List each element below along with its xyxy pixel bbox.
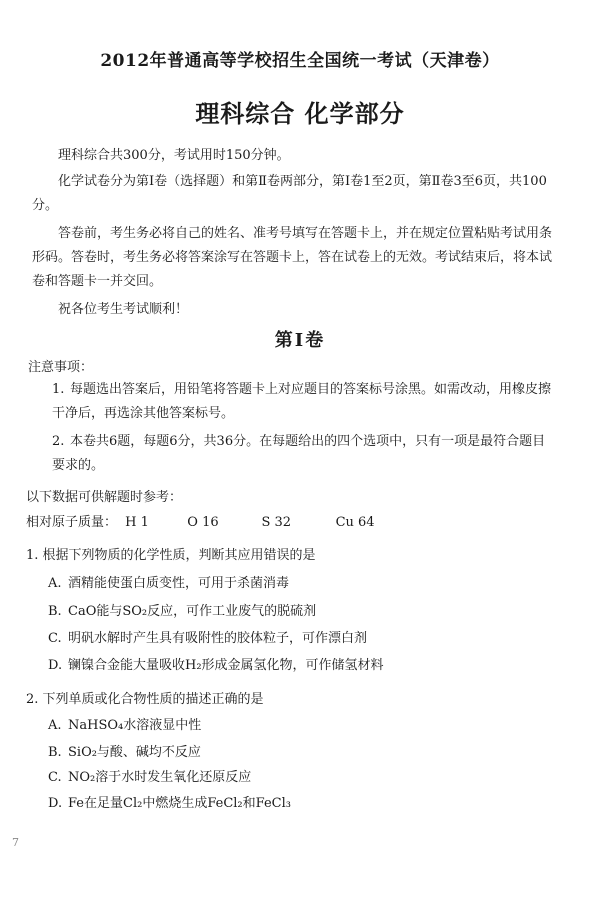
- option-letter: B.: [48, 745, 62, 760]
- question-2-option-d: [48, 792, 291, 811]
- notice-number: 2.: [52, 434, 65, 449]
- intro-paragraph-4: [32, 298, 556, 322]
- volume-title: 第Ⅰ卷: [274, 330, 326, 351]
- notice-item-1: [52, 378, 552, 426]
- option-text: CaO能与SO₂反应，可作工业废气的脱硫剂: [68, 604, 317, 619]
- option-letter: C.: [48, 770, 62, 785]
- option-letter: D.: [48, 658, 63, 673]
- option-text: 明矾水解时产生具有吸附性的胶体粒子，可作漂白剂: [68, 631, 368, 646]
- intro-text: 答卷前，考生务必将自己的姓名、准考号填写在答题卡上，并在规定位置粘贴考试用条形码。答卷时，考生务必将答案涂写在答题卡上，答在试卷上的无效。考试结束后，将本试卷和答题卡一并交回。: [32, 226, 553, 289]
- notice-heading: 注意事项：: [28, 360, 94, 375]
- option-letter: C.: [48, 631, 62, 646]
- option-text: NaHSO₄水溶液显中性: [68, 718, 202, 733]
- notice-text: 本卷共6题，每题6分，共36分。在每题给出的四个选项中，只有一项是最符合题目要求的。: [52, 434, 546, 473]
- mass-s: S 32: [261, 515, 292, 530]
- question-2-stem: 2. 下列单质或化合物性质的描述正确的是: [26, 692, 264, 707]
- option-text: Fe在足量Cl₂中燃烧生成FeCl₂和FeCl₃: [68, 796, 291, 811]
- intro-paragraph-3: [32, 222, 556, 294]
- option-text: NO₂溶于水时发生氧化还原反应: [68, 770, 252, 785]
- intro-text: 理科综合共300分，考试用时150分钟。: [58, 148, 290, 163]
- intro-paragraph-2: [32, 170, 556, 218]
- notice-item-2: [52, 430, 552, 478]
- notice-text: 每题选出答案后，用铅笔将答题卡上对应题目的答案标号涂黑。如需改动，用橡皮擦干净后，再选涂其他答案标号。: [52, 382, 552, 421]
- mass-cu: Cu 64: [335, 515, 375, 530]
- subject-title: 理科综合 化学部分: [195, 99, 405, 128]
- data-reference-note: 以下数据可供解题时参考：: [26, 490, 183, 505]
- atomic-masses: [26, 511, 375, 530]
- question-1-option-c: [48, 627, 367, 646]
- option-text: 镧镍合金能大量吸收H₂形成金属氢化物，可作储氢材料: [68, 658, 384, 673]
- intro-paragraph-1: [32, 144, 556, 168]
- question-1-option-d: [48, 654, 384, 673]
- option-letter: A.: [48, 718, 62, 733]
- mass-h: H 1: [125, 515, 149, 530]
- intro-text: 化学试卷分为第Ⅰ卷（选择题）和第Ⅱ卷两部分，第Ⅰ卷1至2页，第Ⅱ卷3至6页，共100分。: [32, 174, 547, 213]
- intro-text: 祝各位考生考试顺利！: [58, 302, 189, 317]
- option-letter: A.: [48, 576, 62, 591]
- option-text: 酒精能使蛋白质变性，可用于杀菌消毒: [68, 576, 290, 591]
- question-2-option-c: [48, 766, 251, 785]
- question-1-option-b: [48, 600, 316, 619]
- option-letter: D.: [48, 796, 63, 811]
- question-2-option-b: [48, 741, 201, 760]
- question-1-option-a: [48, 572, 289, 591]
- atomic-masses-label: 相对原子质量：: [26, 515, 118, 530]
- option-text: SiO₂与酸、碱均不反应: [68, 745, 201, 760]
- mass-o: O 16: [187, 515, 219, 530]
- question-1-stem: 1. 根据下列物质的化学性质，判断其应用错误的是: [26, 548, 316, 563]
- notice-number: 1.: [52, 382, 65, 397]
- question-2-option-a: [48, 714, 201, 733]
- option-letter: B.: [48, 604, 62, 619]
- exam-title: 2012年普通高等学校招生全国统一考试（天津卷）: [100, 51, 500, 71]
- page-corner-mark: 7: [12, 836, 19, 849]
